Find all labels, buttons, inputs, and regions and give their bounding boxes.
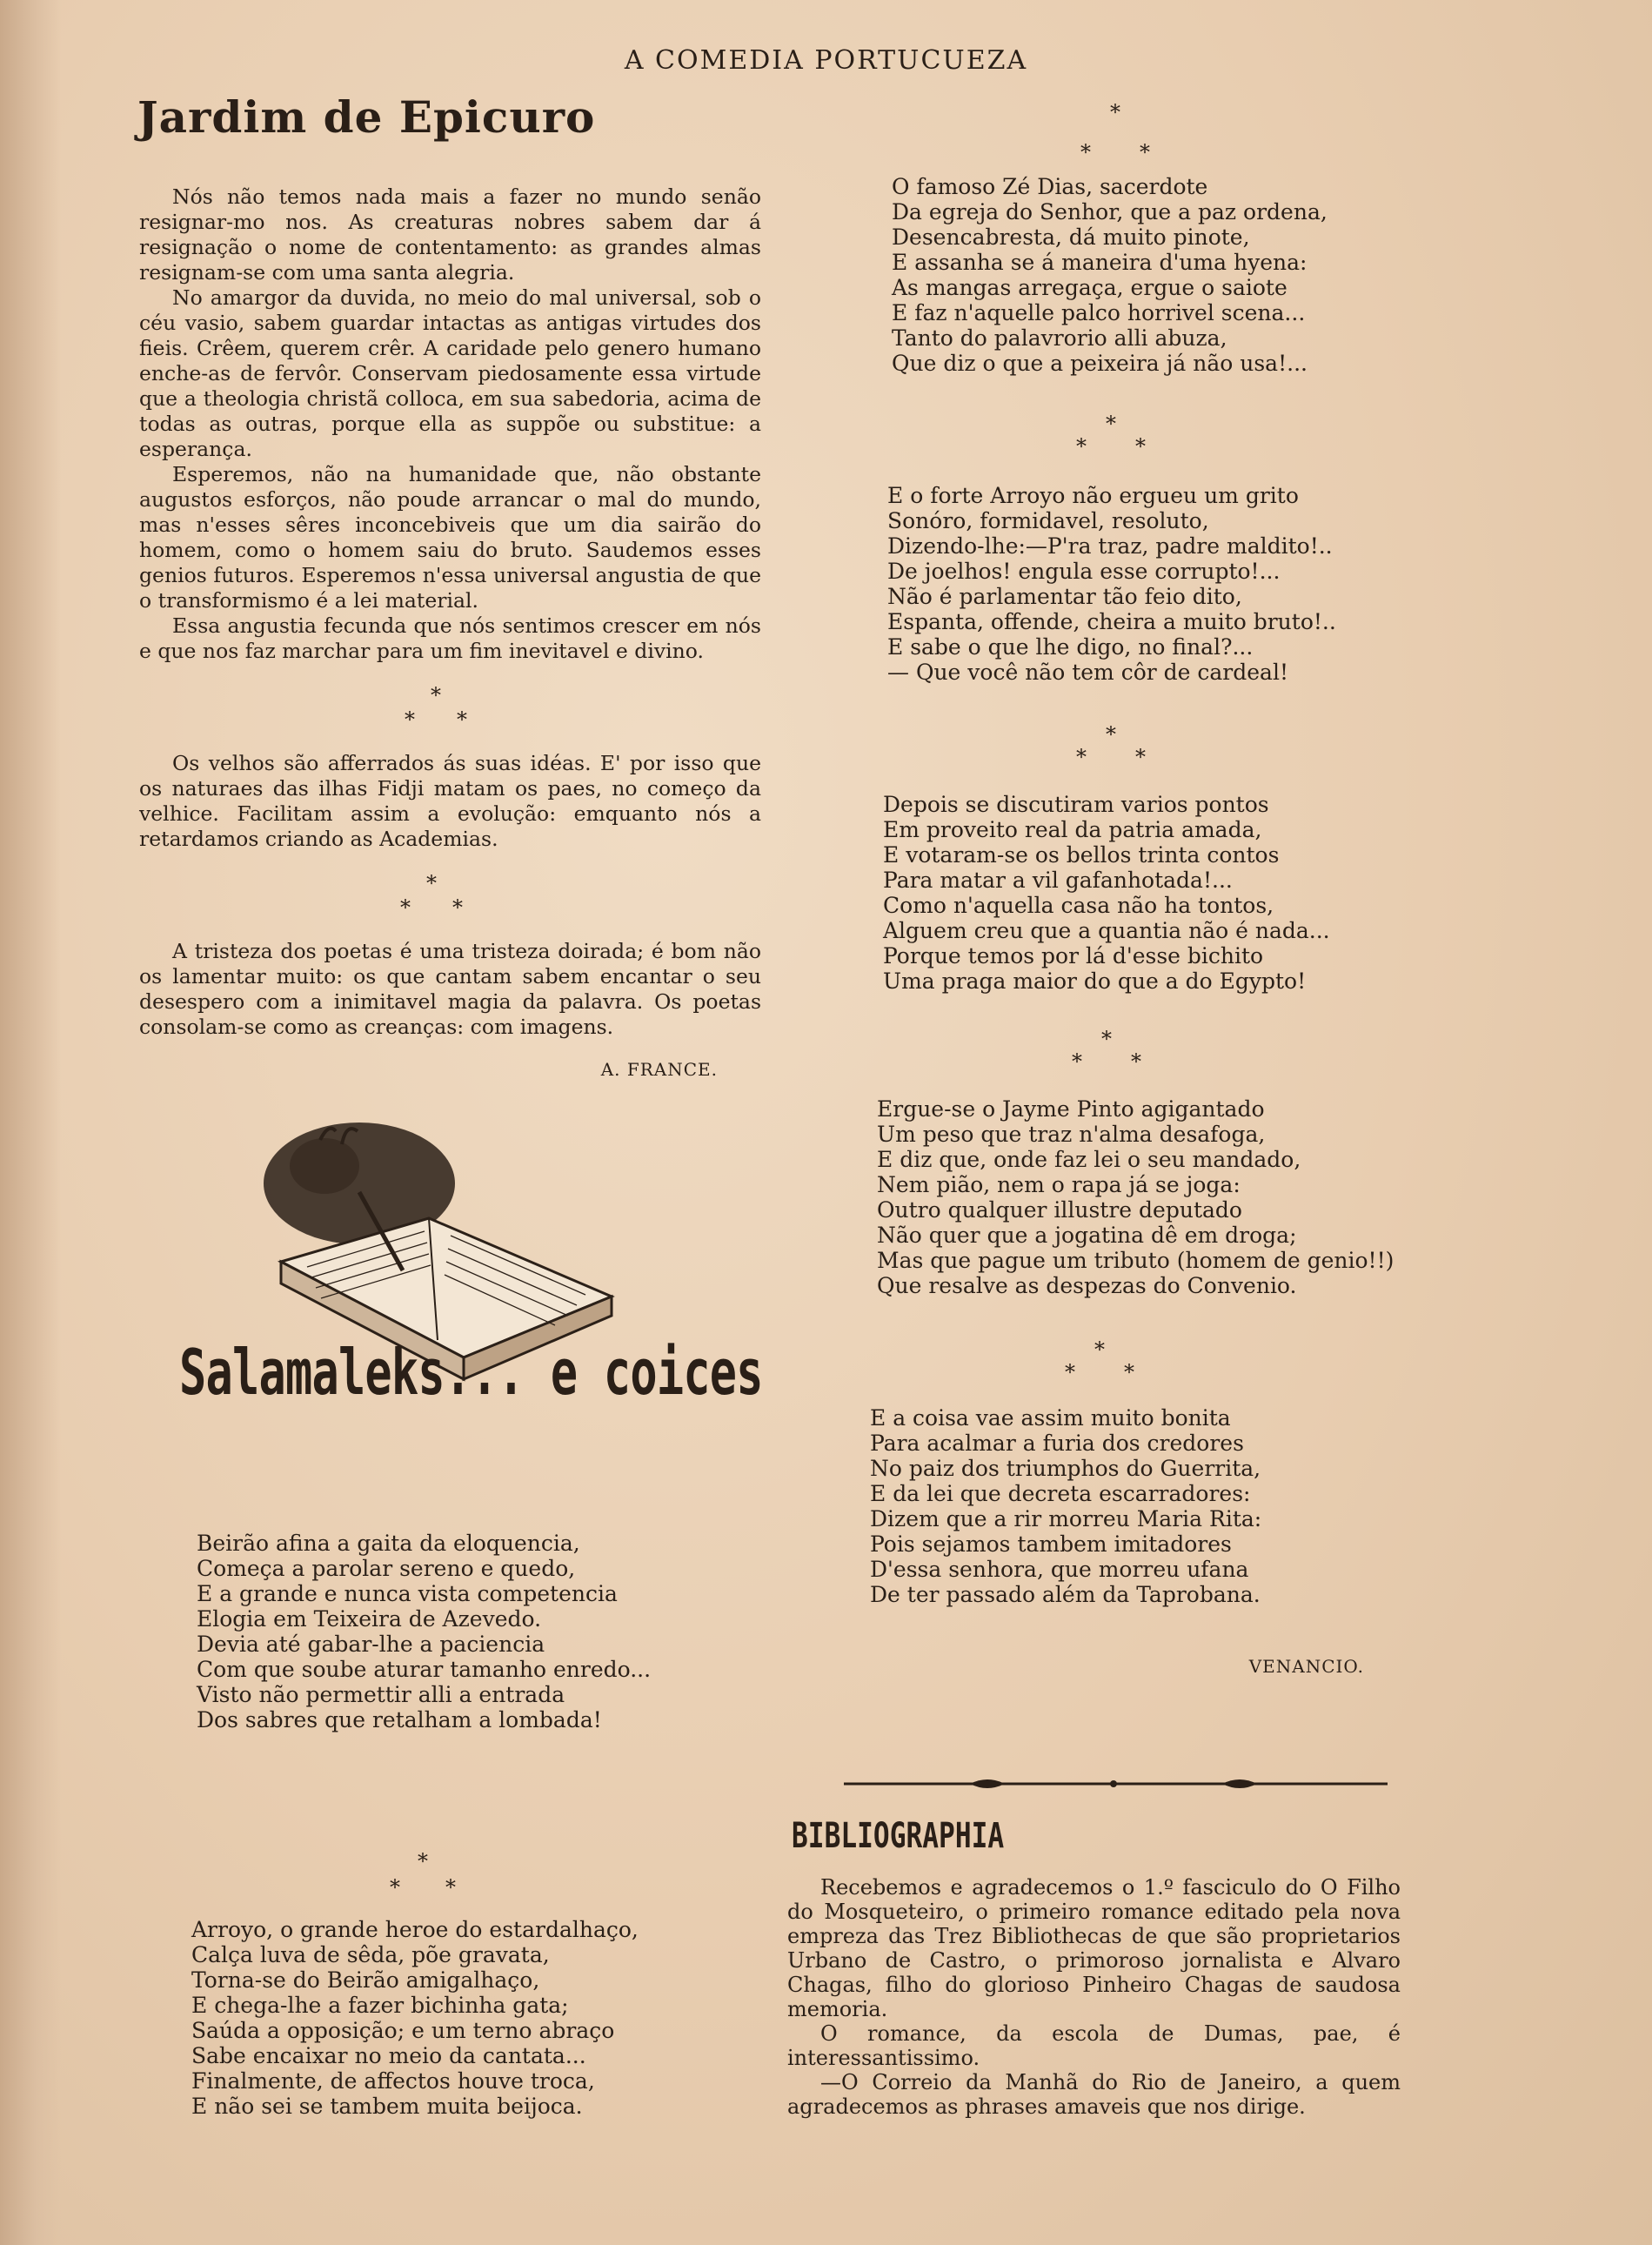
asterism: * * * (400, 871, 463, 920)
asterism: * * * (1065, 1337, 1134, 1384)
salamaleks-title: Salamaleks... e coices (179, 1336, 763, 1409)
bibliographia-title: BIBLIOGRAPHIA (792, 1816, 1005, 1856)
jardim-paragraph-5: Os velhos são afferrados ás suas idéas. E' por isso que os naturaes das ilhas Fidji matam os paes, no começo da velhice. Facilitam assim a evolução: emquanto nós a retardamos criando as Academias. (139, 751, 761, 851)
left-column (103, 83, 764, 2119)
stanza-1: Beirão afina a gaita da eloquencia, Começa a parolar sereno e quedo, E a grande e nunca vista competencia Elogia em Teixeira de Azevedo. Devia até gabar-lhe a paciencia Com que soube aturar tamanho enredo... Visto não permettir alli a entrada Dos sabres que retalham a lombada! (197, 1531, 652, 1732)
page-fold-shadow (0, 0, 61, 2245)
stanza-6: Ergue-se o Jayme Pinto agigantado Um peso que traz n'alma desafoga, E diz que, onde faz lei o seu mandado, Nem pião, nem o rapa já se joga: Outro qualquer illustre deputado Não quer que a jogatina dê em droga; Mas que pague um tributo (homem de genio!!) Que resalve as despezas do Convenio. (877, 1096, 1395, 1298)
jardim-paragraph-3: Esperemos, não na humanidade que, não obstante augustos esforços, não poude arrancar o mal do mundo, mas n'esses sêres inconcebiveis que um dia sairão do homem, como o homem saiu do bruto. Saudemos esses genios futuros. Esperemos n'essa universal angustia de que o transformismo é a lei material. (139, 462, 761, 613)
asterism: * * * (405, 683, 467, 732)
jardim-paragraph-1: Nós não temos nada mais a fazer no mundo senão resignar-mo nos. As creaturas nobres sabem dar á resignação o nome de contentamento: as grandes almas resignam-se com uma santa alegria. (139, 184, 761, 285)
stanza-4: E o forte Arroyo não ergueu um grito Sonóro, formidavel, resoluto, Dizendo-lhe:—P'ra traz, padre maldito!.. De joelhos! engula esse corrupto!... Não é parlamentar tão feio dito, Espanta, offende, cheira a muito bruto!.. E sabe o que lhe digo, no final?... — Que você não tem côr de cardeal! (887, 483, 1336, 685)
stanza-2: Arroyo, o grande heroe do estardalhaço, Calça luva de sêda, põe gravata, Torna-se do Beirão amigalhaço, E chega-lhe a fazer bichinha gata; Saúda a opposição; e um terno abraço Sabe encaixar no meio da cantata... Finalmente, de affectos houve troca, E não sei se tambem muita beijoca. (191, 1917, 639, 2119)
stanza-3: O famoso Zé Dias, sacerdote Da egreja do Senhor, que a paz ordena, Desencabresta, dá muito pinote, E assanha se á maneira d'uma hyena: As mangas arregaça, ergue o saiote E faz n'aquelle palco horrivel scena... Tanto do palavrorio alli abuza, Que diz o que a peixeira já não usa!... (892, 174, 1328, 376)
asterism: * * * (390, 1849, 456, 1900)
jardim-paragraph-6: A tristeza dos poetas é uma tristeza doirada; é bom não os lamentar muito: os que cantam sabem encantar o seu desespero com a inimitavel magia da palavra. Os poetas consolam-se como as creanças: com imagens. (139, 939, 761, 1039)
jardim-paragraph-4: Essa angustia fecunda que nós sentimos crescer em nós e que nos faz marchar para um fim inevitavel e divino. (139, 613, 761, 663)
asterism: * * * (1076, 722, 1146, 769)
asterism: * * * (1076, 412, 1146, 459)
bibliographia-article (787, 1875, 1401, 2119)
jardim-signature: A. FRANCE. (600, 1059, 718, 1080)
salamaleks-signature: VENANCIO. (1248, 1656, 1364, 1677)
asterism: * * * (1080, 100, 1150, 164)
ornamental-rule-icon (839, 1771, 1396, 1797)
stanza-7: E a coisa vae assim muito bonita Para acalmar a furia dos credores No paiz dos triumphos do Guerrita, E da lei que decreta escarradores: Dizem que a rir morreu Maria Rita: Pois sejamos tambem imitadores D'essa senhora, que morreu ufana De ter passado além da Taprobana. (870, 1405, 1262, 1607)
jardim-article (103, 184, 761, 1080)
bibliographia-paragraph-3: —O Correio da Manhã do Rio de Janeiro, a quem agradecemos as phrases amaveis que nos dirige. (787, 2070, 1401, 2119)
bibliographia-paragraph-2: O romance, da escola de Dumas, pae, é interessantissimo. (787, 2021, 1401, 2070)
asterism: * * * (1072, 1027, 1141, 1074)
jardim-title: Jardim de Epicuro (137, 91, 596, 143)
jardim-paragraph-2: No amargor da duvida, no meio do mal universal, sob o céu vasio, sabem guardar intactas as antigas virtudes dos fieis. Crêem, querem crêr. A caridade pelo genero humano enche-as de fervôr. Conservam piedosamente essa virtude que a theologia christã colloca, em sua sabedoria, acima de todas as outras, porque ella as suppõe ou substitue: a esperança. (139, 285, 761, 461)
bibliographia-paragraph-1: Recebemos e agradecemos o 1.º fasciculo do O Filho do Mosqueteiro, o primeiro romance editado pela nova empreza das Trez Bibliothecas de que são proprietarios Urbano de Castro, o primoroso jornalista e Alvaro Chagas, filho do glorioso Pinheiro Chagas de saudosa memoria. (787, 1875, 1401, 2021)
stanza-5: Depois se discutiram varios pontos Em proveito real da patria amada, E votaram-se os bellos trinta contos Para matar a vil gafanhotada!... Como n'aquella casa não ha tontos, Alguem creu que a quantia não é nada... Porque temos por lá d'esse bichito Uma praga maior do que a do Egypto! (883, 792, 1330, 994)
running-header: A COMEDIA PORTUCUEZA (624, 45, 1028, 76)
